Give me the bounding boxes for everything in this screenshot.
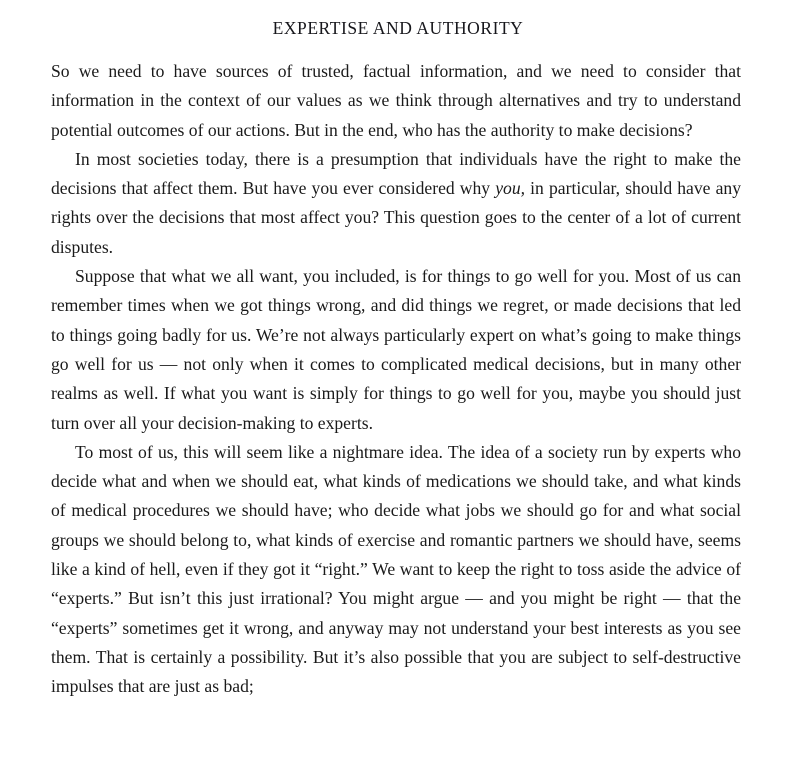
paragraph-2-text-before-italic: In most societies today, there is a presumption that individuals have the right to make the decisions that affect them. But have you ever considered why: [51, 148, 741, 199]
paragraph-2-text-after-italic: in particular, should have any rights over the decisions that most affect you? This question goes to the center of a lot of current disputes.: [51, 178, 741, 257]
paragraph-2-emphasis-you: you,: [495, 178, 526, 199]
running-head: EXPERTISE AND AUTHORITY: [272, 18, 524, 38]
paragraph-4: To most of us, this will seem like a nightmare idea. The idea of a society run by experts who decide what and when we should eat, what kinds of medications we should take, and what kinds of medical procedures we should have; who decide what jobs we should go for and what social groups we should belong to, what kinds of exercise and romantic partners we should have, seems like a kind of hell, even if they got it “right.” We want to keep the right to toss aside the advice of “experts.” But isn’t this just irrational? You might argue — and you might be right — that the “experts” sometimes get it wrong, and anyway may not understand your best interests as you see them. That is certainly a possibility. But it’s also possible that you are subject to self-destructive impulses that are just as bad;: [51, 441, 741, 697]
paragraph-3: Suppose that what we all want, you included, is for things to go well for you. Most of us can remember times when we got things wrong, and did things we regret, or made decisions that led to things going badly for us. We’re not always particularly expert on what’s going to make things go well for us — not only when it comes to complicated medical decisions, but in many other realms as well. If what you want is simply for things to go well for you, maybe you should just turn over all your decision-making to experts.: [51, 266, 741, 433]
paragraph-2: [51, 145, 741, 262]
body-text-column: [51, 57, 741, 702]
paragraph-1: So we need to have sources of trusted, factual information, and we need to consider that information in the context of our values as we think through alternatives and try to understand potential outcomes of our actions. But in the end, who has the authority to make decisions?: [51, 61, 741, 140]
